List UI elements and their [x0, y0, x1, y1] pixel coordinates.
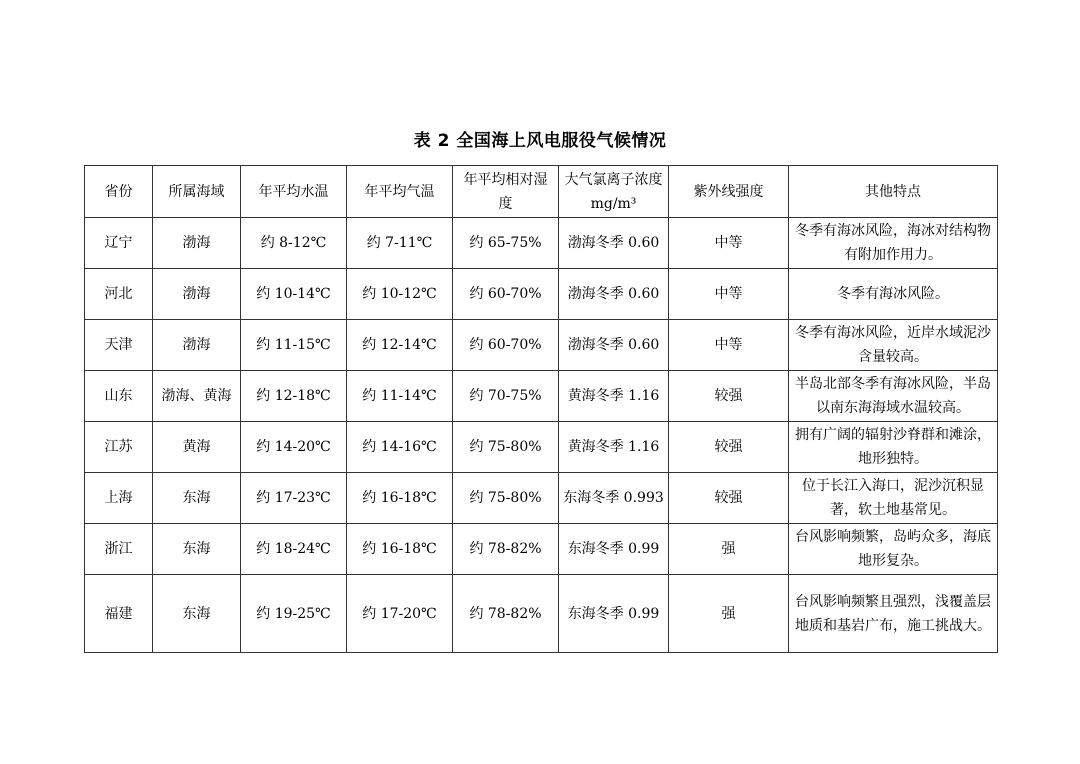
- cell-notes: 台风影响频繁且强烈，浅覆盖层地质和基岩广布，施工挑战大。: [789, 575, 998, 653]
- cell-notes: 冬季有海冰风险，海冰对结构物有附加作用力。: [789, 218, 998, 269]
- cell-water-temp: 约 19-25℃: [241, 575, 347, 653]
- cell-province: 天津: [85, 320, 153, 371]
- cell-province: 福建: [85, 575, 153, 653]
- cell-uv: 较强: [669, 473, 789, 524]
- cell-uv: 中等: [669, 269, 789, 320]
- header-notes: 其他特点: [789, 166, 998, 218]
- cell-uv: 较强: [669, 371, 789, 422]
- cell-humidity: 约 75-80%: [453, 422, 559, 473]
- cell-province: 江苏: [85, 422, 153, 473]
- cell-province: 山东: [85, 371, 153, 422]
- table-row: [85, 575, 998, 653]
- cell-sea-area: 黄海: [153, 422, 241, 473]
- cell-water-temp: 约 8-12℃: [241, 218, 347, 269]
- cell-sea-area: 渤海: [153, 218, 241, 269]
- cell-province: 浙江: [85, 524, 153, 575]
- table-row: [85, 320, 998, 371]
- header-province: 省份: [85, 166, 153, 218]
- table-row: [85, 269, 998, 320]
- cell-notes: 位于长江入海口，泥沙沉积显著，软土地基常见。: [789, 473, 998, 524]
- cell-uv: 较强: [669, 422, 789, 473]
- cell-province: 河北: [85, 269, 153, 320]
- climate-table: [84, 165, 998, 653]
- table-row: [85, 473, 998, 524]
- cell-air-temp: 约 12-14℃: [347, 320, 453, 371]
- cell-water-temp: 约 11-15℃: [241, 320, 347, 371]
- cell-humidity: 约 60-70%: [453, 320, 559, 371]
- cell-water-temp: 约 17-23℃: [241, 473, 347, 524]
- cell-notes: 冬季有海冰风险。: [789, 269, 998, 320]
- cell-chloride: 东海冬季 0.993: [559, 473, 669, 524]
- cell-notes: 台风影响频繁，岛屿众多，海底地形复杂。: [789, 524, 998, 575]
- cell-air-temp: 约 16-18℃: [347, 524, 453, 575]
- cell-air-temp: 约 11-14℃: [347, 371, 453, 422]
- table-row: [85, 371, 998, 422]
- cell-water-temp: 约 18-24℃: [241, 524, 347, 575]
- cell-chloride: 渤海冬季 0.60: [559, 320, 669, 371]
- cell-humidity: 约 78-82%: [453, 524, 559, 575]
- cell-humidity: 约 78-82%: [453, 575, 559, 653]
- cell-chloride: 东海冬季 0.99: [559, 575, 669, 653]
- cell-water-temp: 约 12-18℃: [241, 371, 347, 422]
- cell-chloride: 东海冬季 0.99: [559, 524, 669, 575]
- cell-humidity: 约 75-80%: [453, 473, 559, 524]
- cell-sea-area: 渤海: [153, 320, 241, 371]
- cell-water-temp: 约 10-14℃: [241, 269, 347, 320]
- cell-uv: 强: [669, 575, 789, 653]
- cell-uv: 中等: [669, 320, 789, 371]
- header-humidity: 年平均相对湿度: [453, 166, 559, 218]
- cell-sea-area: 渤海、黄海: [153, 371, 241, 422]
- cell-sea-area: 东海: [153, 575, 241, 653]
- cell-air-temp: 约 14-16℃: [347, 422, 453, 473]
- header-air-temp: 年平均气温: [347, 166, 453, 218]
- cell-air-temp: 约 10-12℃: [347, 269, 453, 320]
- header-uv: 紫外线强度: [669, 166, 789, 218]
- header-water-temp: 年平均水温: [241, 166, 347, 218]
- table-row: [85, 218, 998, 269]
- cell-air-temp: 约 7-11℃: [347, 218, 453, 269]
- cell-province: 上海: [85, 473, 153, 524]
- cell-sea-area: 渤海: [153, 269, 241, 320]
- cell-notes: 冬季有海冰风险，近岸水域泥沙含量较高。: [789, 320, 998, 371]
- cell-water-temp: 约 14-20℃: [241, 422, 347, 473]
- table-title: 表 2 全国海上风电服役气候情况: [413, 131, 667, 151]
- cell-notes: 拥有广阔的辐射沙脊群和滩涂，地形独特。: [789, 422, 998, 473]
- cell-chloride: 黄海冬季 1.16: [559, 422, 669, 473]
- cell-humidity: 约 70-75%: [453, 371, 559, 422]
- cell-chloride: 渤海冬季 0.60: [559, 269, 669, 320]
- cell-province: 辽宁: [85, 218, 153, 269]
- cell-uv: 中等: [669, 218, 789, 269]
- cell-uv: 强: [669, 524, 789, 575]
- cell-humidity: 约 65-75%: [453, 218, 559, 269]
- cell-chloride: 黄海冬季 1.16: [559, 371, 669, 422]
- table-row: [85, 524, 998, 575]
- table-row: [85, 422, 998, 473]
- cell-chloride: 渤海冬季 0.60: [559, 218, 669, 269]
- cell-air-temp: 约 17-20℃: [347, 575, 453, 653]
- cell-sea-area: 东海: [153, 473, 241, 524]
- cell-sea-area: 东海: [153, 524, 241, 575]
- cell-humidity: 约 60-70%: [453, 269, 559, 320]
- cell-notes: 半岛北部冬季有海冰风险，半岛以南东海海域水温较高。: [789, 371, 998, 422]
- cell-air-temp: 约 16-18℃: [347, 473, 453, 524]
- header-chloride: 大气氯离子浓度mg/m³: [559, 166, 669, 218]
- header-sea-area: 所属海域: [153, 166, 241, 218]
- table-header-row: [85, 166, 998, 218]
